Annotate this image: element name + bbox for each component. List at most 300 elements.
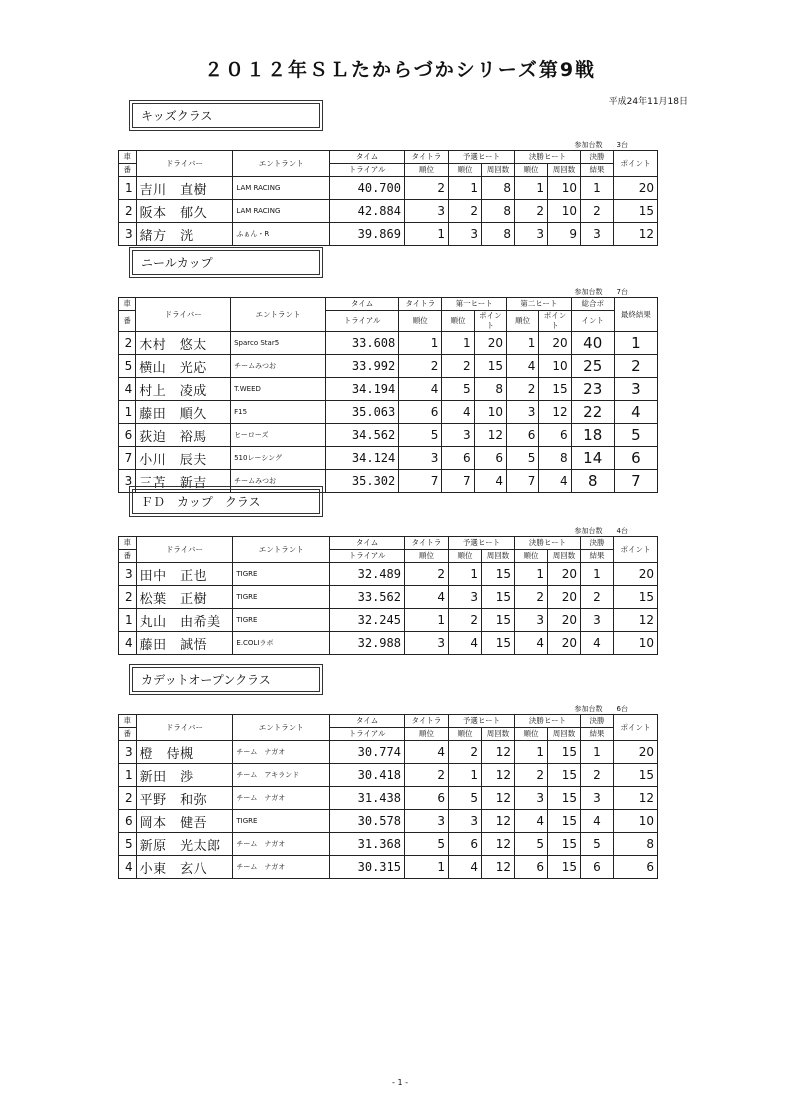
col-heat2-rank: 順位	[514, 164, 547, 177]
heat2-rank: 4	[514, 632, 547, 655]
heat2-laps: 15	[547, 833, 580, 856]
driver-name: 藤田 誠悟	[136, 632, 233, 655]
total-points: 23	[571, 378, 614, 401]
event-date: 平成24年11月18日	[608, 97, 688, 107]
col-total: 総合ポ	[571, 298, 614, 311]
tt-rank: 3	[404, 632, 448, 655]
driver-name: 平野 和弥	[136, 787, 233, 810]
col-car-no: 番	[119, 164, 137, 177]
driver-name: 村上 凌成	[136, 378, 231, 401]
driver-name: 阪本 郁久	[136, 200, 233, 223]
col-final: 決勝	[580, 715, 613, 728]
car-number: 1	[119, 764, 137, 787]
entrant-name: T.WEED	[231, 378, 326, 401]
header-row	[119, 298, 658, 311]
col-heat1-laps: 周回数	[481, 550, 514, 563]
time-trial: 30.578	[330, 810, 405, 833]
entrant-name: チーム アキランド	[233, 764, 330, 787]
entrant-name: LAM RACING	[233, 200, 330, 223]
header-row	[119, 151, 658, 164]
heat2-rank: 5	[514, 833, 547, 856]
car-number: 5	[119, 355, 136, 378]
tt-rank: 3	[399, 447, 442, 470]
table-row	[119, 223, 658, 246]
heat1-points: 4	[474, 470, 506, 493]
results-table	[118, 297, 658, 493]
col-heat1-rank: 順位	[448, 550, 481, 563]
car-number: 2	[119, 586, 137, 609]
car-number: 3	[119, 563, 137, 586]
col-final: 決勝	[580, 537, 613, 550]
tt-rank: 1	[404, 223, 448, 246]
total-points: 25	[571, 355, 614, 378]
final-result: 3	[580, 223, 613, 246]
heat1-rank: 2	[448, 609, 481, 632]
heat1-laps: 12	[481, 764, 514, 787]
col-points: ポイント	[613, 537, 657, 563]
tt-rank: 4	[404, 741, 448, 764]
driver-name: 橙 侍槻	[136, 741, 233, 764]
col-points: ポイント	[613, 715, 657, 741]
heat1-rank: 5	[448, 787, 481, 810]
entrant-name: チーム ナガオ	[233, 787, 330, 810]
heat1-laps: 8	[481, 177, 514, 200]
points: 10	[613, 632, 657, 655]
heat1-laps: 8	[481, 223, 514, 246]
col-entrant: エントラント	[233, 151, 330, 177]
heat1-laps: 12	[481, 741, 514, 764]
points: 15	[613, 200, 657, 223]
time-trial: 39.869	[330, 223, 405, 246]
driver-name: 田中 正也	[136, 563, 233, 586]
col-heat1-rank: 順位	[448, 728, 481, 741]
car-number: 3	[119, 223, 137, 246]
col-final: 結果	[580, 728, 613, 741]
entrant-name: チーム ナガオ	[233, 833, 330, 856]
table-row	[119, 741, 658, 764]
heat1-rank: 3	[448, 586, 481, 609]
car-number: 1	[119, 177, 137, 200]
heat2-laps: 15	[547, 787, 580, 810]
points: 20	[613, 177, 657, 200]
col-heat2-points: ポイント	[539, 311, 571, 332]
final-result: 6	[614, 447, 657, 470]
points: 20	[613, 563, 657, 586]
final-result: 1	[614, 332, 657, 355]
table-row	[119, 332, 658, 355]
car-number: 2	[119, 332, 136, 355]
driver-name: 荻迫 裕馬	[136, 424, 231, 447]
heat2-rank: 4	[514, 810, 547, 833]
points: 12	[613, 787, 657, 810]
time-trial: 32.988	[330, 632, 405, 655]
col-final: 決勝	[580, 151, 613, 164]
table-row	[119, 563, 658, 586]
heat2-laps: 10	[547, 200, 580, 223]
final-result: 7	[614, 470, 657, 493]
col-heat1: 予選ヒート	[448, 715, 514, 728]
col-tt: 順位	[404, 728, 448, 741]
col-time: トライアル	[330, 550, 405, 563]
table-row	[119, 833, 658, 856]
heat1-rank: 4	[448, 856, 481, 879]
heat2-rank: 6	[514, 856, 547, 879]
tt-rank: 1	[404, 856, 448, 879]
points: 6	[613, 856, 657, 879]
col-heat1: 予選ヒート	[448, 151, 514, 164]
neil-cup-section	[118, 250, 658, 493]
col-tt: 順位	[399, 311, 442, 332]
table-row	[119, 609, 658, 632]
table-row	[119, 586, 658, 609]
tt-rank: 6	[399, 401, 442, 424]
col-heat1-laps: 周回数	[481, 164, 514, 177]
time-trial: 35.302	[325, 470, 398, 493]
heat2-rank: 4	[507, 355, 539, 378]
heat2-rank: 1	[514, 741, 547, 764]
tt-rank: 4	[399, 378, 442, 401]
driver-name: 小川 辰夫	[136, 447, 231, 470]
col-time: タイム	[325, 298, 398, 311]
time-trial: 32.489	[330, 563, 405, 586]
heat1-laps: 15	[481, 586, 514, 609]
heat1-laps: 15	[481, 609, 514, 632]
col-tt: タイトラ	[399, 298, 442, 311]
entrant-name: チーム ナガオ	[233, 856, 330, 879]
entry-count: 参加台数 7台	[574, 288, 628, 296]
final-result: 6	[580, 856, 613, 879]
total-points: 14	[571, 447, 614, 470]
entrant-name: 510レーシング	[231, 447, 326, 470]
heat1-laps: 12	[481, 833, 514, 856]
entrant-name: TIGRE	[233, 563, 330, 586]
tt-rank: 2	[404, 177, 448, 200]
heat1-rank: 3	[448, 810, 481, 833]
car-number: 2	[119, 787, 137, 810]
col-points: ポイント	[613, 151, 657, 177]
header-row	[119, 715, 658, 728]
entrant-name: チームみつお	[231, 470, 326, 493]
heat2-laps: 10	[547, 177, 580, 200]
heat2-rank: 7	[507, 470, 539, 493]
heat2-laps: 20	[547, 563, 580, 586]
driver-name: 横山 光応	[136, 355, 231, 378]
heat1-rank: 7	[442, 470, 474, 493]
table-row	[119, 787, 658, 810]
final-result: 1	[580, 177, 613, 200]
col-car-no: 番	[119, 311, 136, 332]
heat1-laps: 15	[481, 632, 514, 655]
tt-rank: 1	[404, 609, 448, 632]
heat2-rank: 2	[514, 764, 547, 787]
heat2-laps: 20	[547, 632, 580, 655]
entry-count: 参加台数 4台	[574, 527, 628, 535]
heat1-points: 8	[474, 378, 506, 401]
heat2-rank: 3	[514, 223, 547, 246]
driver-name: 木村 悠太	[136, 332, 231, 355]
car-number: 3	[119, 741, 137, 764]
col-heat1-rank: 順位	[442, 311, 474, 332]
final-result: 2	[614, 355, 657, 378]
heat1-rank: 2	[442, 355, 474, 378]
heat2-rank: 3	[514, 787, 547, 810]
heat2-rank: 6	[507, 424, 539, 447]
heat1-rank: 5	[442, 378, 474, 401]
fd-cup-section	[118, 489, 658, 655]
table-row	[119, 424, 658, 447]
table-row	[119, 177, 658, 200]
col-heat1: 第一ヒート	[442, 298, 507, 311]
heat2-rank: 2	[507, 378, 539, 401]
time-trial: 33.608	[325, 332, 398, 355]
final-result: 4	[580, 632, 613, 655]
table-row	[119, 355, 658, 378]
table-row	[119, 856, 658, 879]
heat1-points: 6	[474, 447, 506, 470]
col-entrant: エントラント	[231, 298, 326, 332]
points: 12	[613, 223, 657, 246]
kids-class-section	[118, 103, 658, 246]
final-result: 2	[580, 764, 613, 787]
col-heat2-laps: 周回数	[547, 550, 580, 563]
col-tt: 順位	[404, 550, 448, 563]
time-trial: 35.063	[325, 401, 398, 424]
class-title: ニールカップ	[132, 250, 320, 275]
heat1-laps: 12	[481, 856, 514, 879]
heat2-points: 20	[539, 332, 571, 355]
total-points: 18	[571, 424, 614, 447]
col-heat2-rank: 順位	[514, 728, 547, 741]
heat2-laps: 20	[547, 609, 580, 632]
entrant-name: TIGRE	[233, 810, 330, 833]
points: 10	[613, 810, 657, 833]
heat2-rank: 2	[514, 586, 547, 609]
col-entrant: エントラント	[233, 537, 330, 563]
tt-rank: 2	[404, 563, 448, 586]
time-trial: 42.884	[330, 200, 405, 223]
heat2-laps: 15	[547, 856, 580, 879]
time-trial: 34.124	[325, 447, 398, 470]
time-trial: 32.245	[330, 609, 405, 632]
heat1-rank: 4	[442, 401, 474, 424]
car-number: 6	[119, 810, 137, 833]
col-car-no: 車	[119, 537, 137, 550]
col-heat1-points: ポイント	[474, 311, 506, 332]
page-number: - 1 -	[392, 1078, 408, 1087]
col-tt: タイトラ	[404, 537, 448, 550]
tt-rank: 7	[399, 470, 442, 493]
heat1-rank: 6	[442, 447, 474, 470]
final-result: 2	[580, 200, 613, 223]
col-final: 結果	[580, 164, 613, 177]
col-car-no: 車	[119, 715, 137, 728]
col-driver: ドライバー	[136, 537, 233, 563]
heat1-points: 20	[474, 332, 506, 355]
heat2-points: 15	[539, 378, 571, 401]
heat1-laps: 12	[481, 810, 514, 833]
heat2-points: 4	[539, 470, 571, 493]
tt-rank: 2	[399, 355, 442, 378]
col-heat1-rank: 順位	[448, 164, 481, 177]
header-row	[119, 537, 658, 550]
tt-rank: 5	[404, 833, 448, 856]
car-number: 5	[119, 833, 137, 856]
driver-name: 新田 渉	[136, 764, 233, 787]
time-trial: 33.992	[325, 355, 398, 378]
car-number: 1	[119, 609, 137, 632]
col-heat2: 決勝ヒート	[514, 715, 580, 728]
col-entrant: エントラント	[233, 715, 330, 741]
car-number: 1	[119, 401, 136, 424]
entry-count: 参加台数 6台	[574, 705, 628, 713]
heat2-rank: 3	[514, 609, 547, 632]
class-title: カデットオープンクラス	[132, 667, 320, 692]
entrant-name: F15	[231, 401, 326, 424]
col-total: イント	[571, 311, 614, 332]
heat1-laps: 8	[481, 200, 514, 223]
driver-name: 藤田 順久	[136, 401, 231, 424]
car-number: 7	[119, 447, 136, 470]
col-driver: ドライバー	[136, 715, 233, 741]
col-car-no: 番	[119, 550, 137, 563]
col-final: 結果	[580, 550, 613, 563]
heat1-rank: 1	[448, 177, 481, 200]
entrant-name: ヒーローズ	[231, 424, 326, 447]
col-heat1-laps: 周回数	[481, 728, 514, 741]
heat1-rank: 4	[448, 632, 481, 655]
heat1-rank: 1	[448, 563, 481, 586]
time-trial: 31.438	[330, 787, 405, 810]
entrant-name: TIGRE	[233, 586, 330, 609]
results-table	[118, 536, 658, 655]
heat2-points: 12	[539, 401, 571, 424]
col-time: タイム	[330, 715, 405, 728]
time-trial: 30.418	[330, 764, 405, 787]
time-trial: 31.368	[330, 833, 405, 856]
col-heat2: 決勝ヒート	[514, 537, 580, 550]
heat1-points: 15	[474, 355, 506, 378]
final-result: 1	[580, 563, 613, 586]
final-result: 4	[614, 401, 657, 424]
col-driver: ドライバー	[136, 151, 233, 177]
final-result: 3	[614, 378, 657, 401]
col-final: 最終結果	[614, 298, 657, 332]
points: 15	[613, 764, 657, 787]
tt-rank: 5	[399, 424, 442, 447]
col-tt: タイトラ	[404, 151, 448, 164]
cadet-open-section	[118, 667, 658, 879]
entrant-name: チームみつお	[231, 355, 326, 378]
heat1-rank: 2	[448, 200, 481, 223]
col-heat1: 予選ヒート	[448, 537, 514, 550]
col-heat2: 決勝ヒート	[514, 151, 580, 164]
time-trial: 30.774	[330, 741, 405, 764]
heat2-laps: 15	[547, 741, 580, 764]
col-tt: タイトラ	[404, 715, 448, 728]
col-car-no: 車	[119, 298, 136, 311]
tt-rank: 3	[404, 200, 448, 223]
results-table	[118, 150, 658, 246]
entrant-name: TIGRE	[233, 609, 330, 632]
total-points: 40	[571, 332, 614, 355]
col-car-no: 車	[119, 151, 137, 164]
class-title: キッズクラス	[132, 103, 320, 128]
col-heat2-laps: 周回数	[547, 728, 580, 741]
final-result: 5	[614, 424, 657, 447]
points: 20	[613, 741, 657, 764]
table-row	[119, 764, 658, 787]
table-row	[119, 401, 658, 424]
final-result: 2	[580, 586, 613, 609]
heat1-laps: 12	[481, 787, 514, 810]
entrant-name: ふぁん・R	[233, 223, 330, 246]
heat1-points: 10	[474, 401, 506, 424]
col-car-no: 番	[119, 728, 137, 741]
heat2-points: 10	[539, 355, 571, 378]
col-heat2: 第二ヒート	[507, 298, 572, 311]
col-time: トライアル	[330, 728, 405, 741]
heat2-rank: 1	[514, 177, 547, 200]
heat2-rank: 1	[507, 332, 539, 355]
heat2-points: 8	[539, 447, 571, 470]
heat2-rank: 1	[514, 563, 547, 586]
tt-rank: 2	[404, 764, 448, 787]
results-table	[118, 714, 658, 879]
col-driver: ドライバー	[136, 298, 231, 332]
col-time: タイム	[330, 151, 405, 164]
col-tt: 順位	[404, 164, 448, 177]
table-row	[119, 447, 658, 470]
table-row	[119, 200, 658, 223]
heat2-laps: 15	[547, 764, 580, 787]
entry-count: 参加台数 3台	[574, 141, 628, 149]
time-trial: 34.194	[325, 378, 398, 401]
points: 8	[613, 833, 657, 856]
heat2-rank: 2	[514, 200, 547, 223]
heat2-laps: 20	[547, 586, 580, 609]
total-points: 22	[571, 401, 614, 424]
heat1-rank: 1	[442, 332, 474, 355]
driver-name: 吉川 直樹	[136, 177, 233, 200]
points: 15	[613, 586, 657, 609]
heat1-points: 12	[474, 424, 506, 447]
entrant-name: LAM RACING	[233, 177, 330, 200]
entrant-name: E.COLIラボ	[233, 632, 330, 655]
entrant-name: Sparco Star5	[231, 332, 326, 355]
driver-name: 松葉 正樹	[136, 586, 233, 609]
heat1-rank: 3	[442, 424, 474, 447]
tt-rank: 1	[399, 332, 442, 355]
col-time: タイム	[330, 537, 405, 550]
heat2-points: 6	[539, 424, 571, 447]
final-result: 1	[580, 741, 613, 764]
time-trial: 40.700	[330, 177, 405, 200]
heat1-rank: 2	[448, 741, 481, 764]
tt-rank: 4	[404, 586, 448, 609]
col-time: トライアル	[330, 164, 405, 177]
heat2-rank: 3	[507, 401, 539, 424]
final-result: 3	[580, 609, 613, 632]
heat2-rank: 5	[507, 447, 539, 470]
car-number: 2	[119, 200, 137, 223]
heat1-rank: 3	[448, 223, 481, 246]
time-trial: 34.562	[325, 424, 398, 447]
time-trial: 30.315	[330, 856, 405, 879]
heat2-laps: 9	[547, 223, 580, 246]
driver-name: 新原 光太郎	[136, 833, 233, 856]
heat1-rank: 1	[448, 764, 481, 787]
table-row	[119, 378, 658, 401]
